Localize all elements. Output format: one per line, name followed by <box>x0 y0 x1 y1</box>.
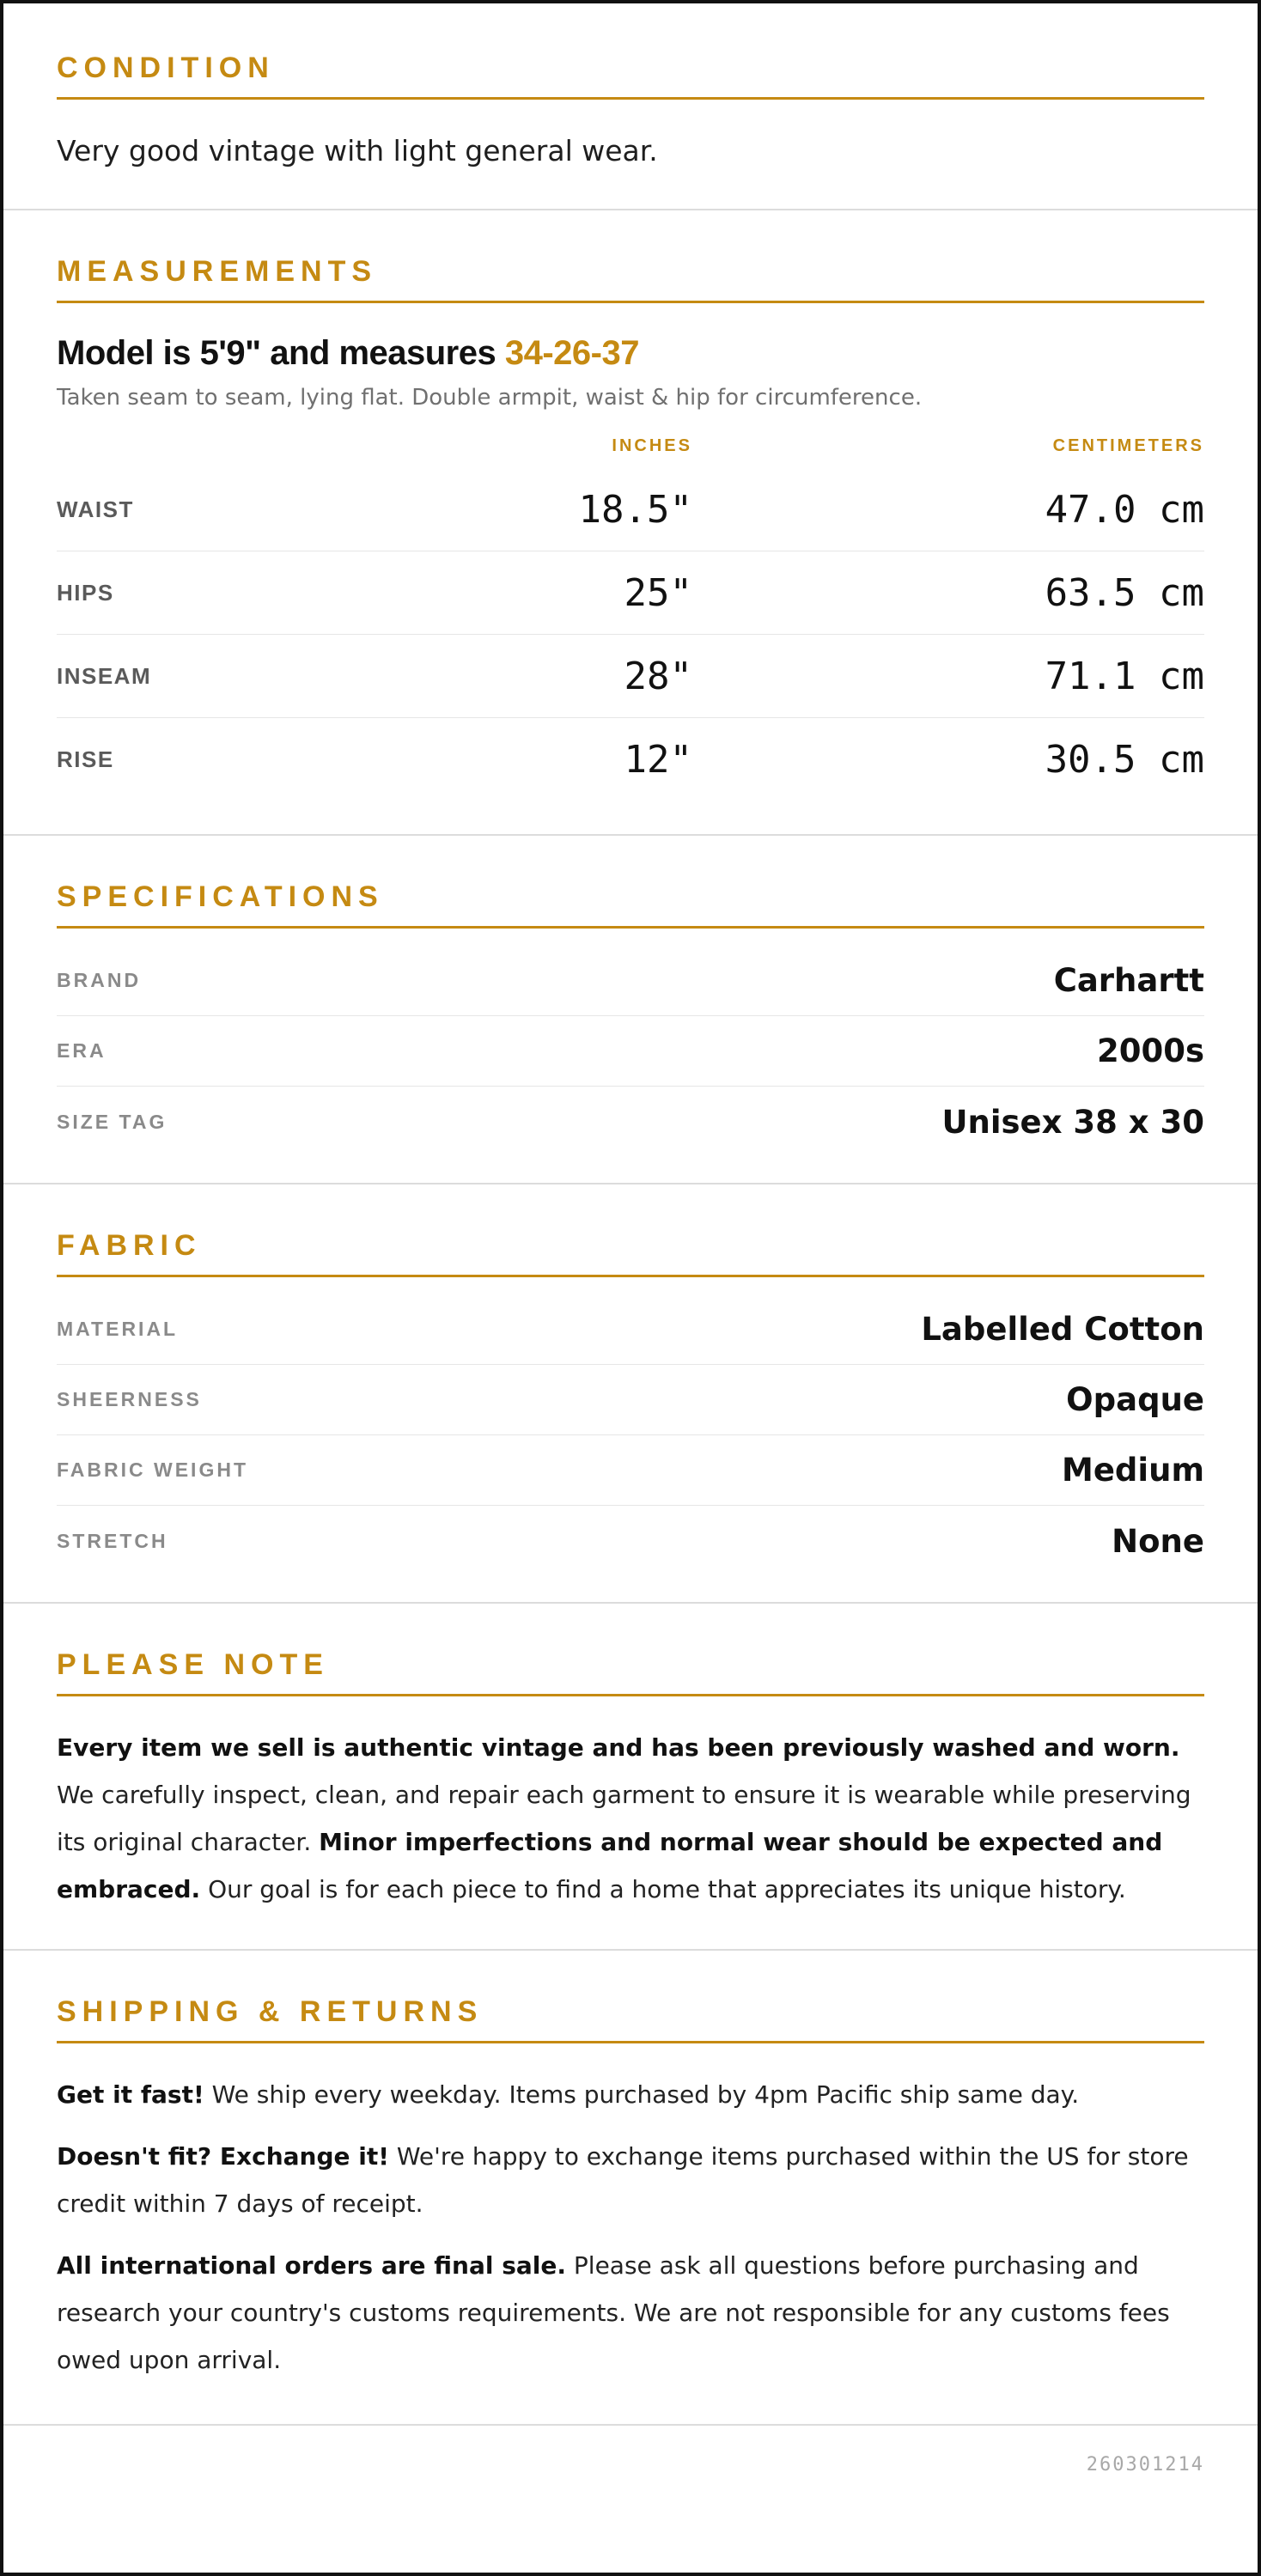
measurement-inches: 12" <box>624 738 692 782</box>
fabric-label: FABRIC WEIGHT <box>57 1459 248 1481</box>
model-measures-value: 34-26-37 <box>504 334 639 372</box>
model-measures-line <box>57 334 1204 373</box>
measurement-inches: 18.5" <box>578 487 692 532</box>
fabric-row-stretch <box>57 1506 1204 1576</box>
fabric-value: Labelled Cotton <box>921 1311 1204 1348</box>
fabric-label: MATERIAL <box>57 1318 179 1340</box>
spec-label: SIZE TAG <box>57 1110 168 1133</box>
model-prefix: Model is 5'9" and measures <box>57 334 505 372</box>
measurements-table <box>57 436 1204 801</box>
fabric-value: None <box>1112 1522 1204 1560</box>
measurement-label: RISE <box>57 746 114 772</box>
column-inches: INCHES <box>612 436 692 455</box>
shipping-bold: Get it fast! <box>57 2080 204 2109</box>
shipping-title: SHIPPING & RETURNS <box>57 1995 1204 2043</box>
measurement-label: WAIST <box>57 496 134 522</box>
column-centimeters: CENTIMETERS <box>1052 436 1204 455</box>
measurement-inches: 25" <box>624 570 692 615</box>
fabric-list <box>57 1294 1204 1576</box>
fabric-value: Medium <box>1062 1452 1204 1489</box>
measurements-subtitle: Taken seam to seam, lying flat. Double armpit, waist & hip for circumference. <box>57 385 923 411</box>
note-bold-2: Minor imperfections and normal wear should be expected and embraced. <box>57 1828 1163 1903</box>
shipping-bold: All international orders are final sale. <box>57 2251 567 2280</box>
condition-title: CONDITION <box>57 52 1204 100</box>
spec-label: ERA <box>57 1039 107 1062</box>
fabric-row-weight <box>57 1435 1204 1506</box>
measurement-row-inseam <box>57 635 1204 718</box>
measurements-header <box>57 436 1204 468</box>
specifications-section <box>3 836 1258 1184</box>
measurement-cm: 30.5 cm <box>1045 738 1204 782</box>
measurements-title: MEASUREMENTS <box>57 255 1204 303</box>
measurements-section <box>3 210 1258 836</box>
shipping-body <box>57 2071 1204 2384</box>
please-note-section <box>3 1604 1258 1951</box>
measurement-inches: 28" <box>624 654 692 698</box>
fabric-value: Opaque <box>1066 1381 1204 1418</box>
fabric-row-material <box>57 1294 1204 1365</box>
shipping-paragraph-fast <box>57 2071 1204 2118</box>
spec-row-size-tag <box>57 1087 1204 1157</box>
note-text-1: We carefully inspect, clean, and repair each garment to ensure it is wearable while preserving its original character. <box>57 1781 1191 1856</box>
condition-section <box>3 3 1258 210</box>
please-note-body <box>57 1724 1204 1913</box>
spec-value: 2000s <box>1096 1032 1204 1069</box>
measurement-label: HIPS <box>57 579 114 606</box>
measurement-row-waist <box>57 468 1204 551</box>
spec-value: Unisex 38 x 30 <box>941 1103 1204 1141</box>
fabric-label: SHEERNESS <box>57 1388 202 1410</box>
shipping-bold: Doesn't fit? Exchange it! <box>57 2142 389 2171</box>
spec-label: BRAND <box>57 969 142 991</box>
note-bold-1: Every item we sell is authentic vintage and has been previously washed and worn. <box>57 1733 1180 1762</box>
fabric-section <box>3 1184 1258 1604</box>
product-code: 260301214 <box>1086 2453 1204 2476</box>
shipping-section <box>3 1951 1258 2426</box>
specifications-title: SPECIFICATIONS <box>57 880 1204 929</box>
shipping-text: Please ask all questions before purchasing and research your country's customs requirements. We are not responsible for any customs fees owed upon arrival. <box>57 2251 1170 2374</box>
measurement-label: INSEAM <box>57 662 152 689</box>
shipping-paragraph-exchange <box>57 2133 1204 2227</box>
measurement-row-hips <box>57 551 1204 635</box>
specifications-list <box>57 946 1204 1157</box>
spec-row-brand <box>57 946 1204 1016</box>
spec-row-era <box>57 1016 1204 1087</box>
measurement-cm: 63.5 cm <box>1045 570 1204 615</box>
shipping-text: We ship every weekday. Items purchased by 4pm Pacific ship same day. <box>204 2080 1080 2109</box>
fabric-label: STRETCH <box>57 1529 168 1552</box>
condition-text: Very good vintage with light general wear. <box>57 134 658 167</box>
footer <box>3 2426 1258 2503</box>
fabric-title: FABRIC <box>57 1229 1204 1277</box>
spec-value: Carhartt <box>1053 962 1204 999</box>
measurement-row-rise <box>57 718 1204 801</box>
measurement-cm: 71.1 cm <box>1045 654 1204 698</box>
shipping-text: We're happy to exchange items purchased within the US for store credit within 7 days of receipt. <box>57 2142 1189 2218</box>
please-note-title: PLEASE NOTE <box>57 1648 1204 1696</box>
note-text-2: Our goal is for each piece to find a home that appreciates its unique history. <box>200 1875 1126 1903</box>
measurement-cm: 47.0 cm <box>1045 487 1204 532</box>
fabric-row-sheerness <box>57 1365 1204 1435</box>
shipping-paragraph-international <box>57 2242 1204 2384</box>
